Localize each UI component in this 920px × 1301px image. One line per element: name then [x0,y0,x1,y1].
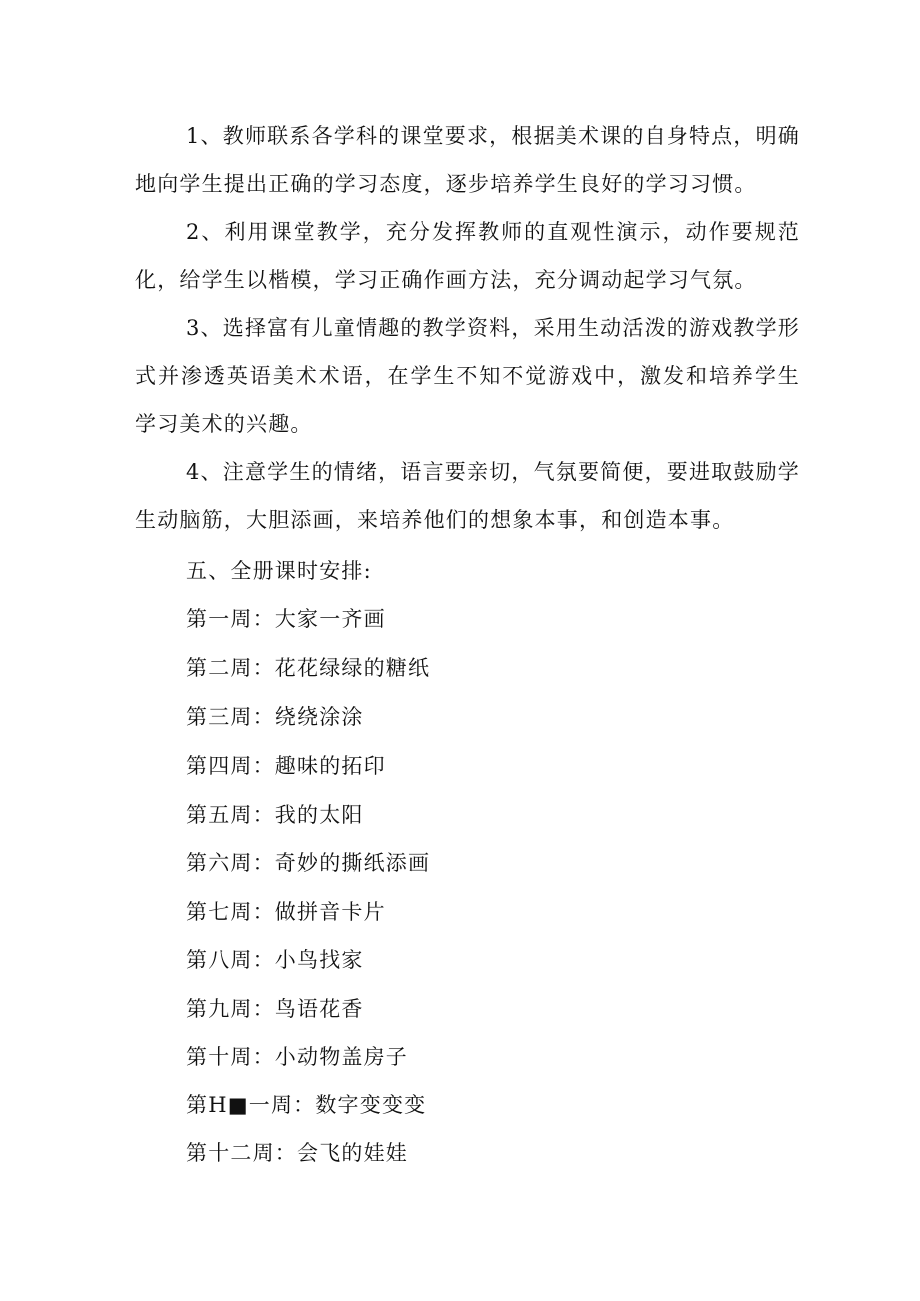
week-5: 第五周：我的太阳 [186,803,364,827]
week-1: 第一周：大家一齐画 [186,607,386,631]
week-12: 第十二周：会飞的娃娃 [186,1141,408,1165]
paragraph-2: 2、利用课堂教学，充分发挥教师的直观性演示，动作要规范化，给学生以楷模，学习正确作画方法，充分调动起学习气氛。 [135,220,800,292]
week-8: 第八周：小鸟找家 [186,948,364,972]
paragraph-1: 1、教师联系各学科的课堂要求，根据美术课的自身特点，明确地向学生提出正确的学习态度，逐步培养学生良好的学习习惯。 [135,124,800,196]
week-4: 第四周：趣味的拓印 [186,754,386,778]
paragraph-4: 4、注意学生的情绪，语言要亲切，气氛要简便，要进取鼓励学生动脑筋，大胆添画，来培养他们的想象本事，和创造本事。 [135,460,800,532]
week-2: 第二周：花花绿绿的糖纸 [186,656,431,680]
week-3: 第三周：绕绕涂涂 [186,705,364,729]
paragraph-3: 3、选择富有儿童情趣的教学资料，采用生动活泼的游戏教学形式并渗透英语美术术语，在学生不知不觉游戏中，激发和培养学生学习美术的兴趣。 [135,316,800,436]
week-7: 第七周：做拼音卡片 [186,900,386,924]
week-9: 第九周：鸟语花香 [186,997,364,1021]
week-10: 第十周：小动物盖房子 [186,1045,408,1069]
schedule-heading: 五、全册课时安排: [186,559,372,583]
week-6: 第六周：奇妙的撕纸添画 [186,851,431,875]
week-11: 第H■一周：数字变变变 [186,1093,427,1117]
